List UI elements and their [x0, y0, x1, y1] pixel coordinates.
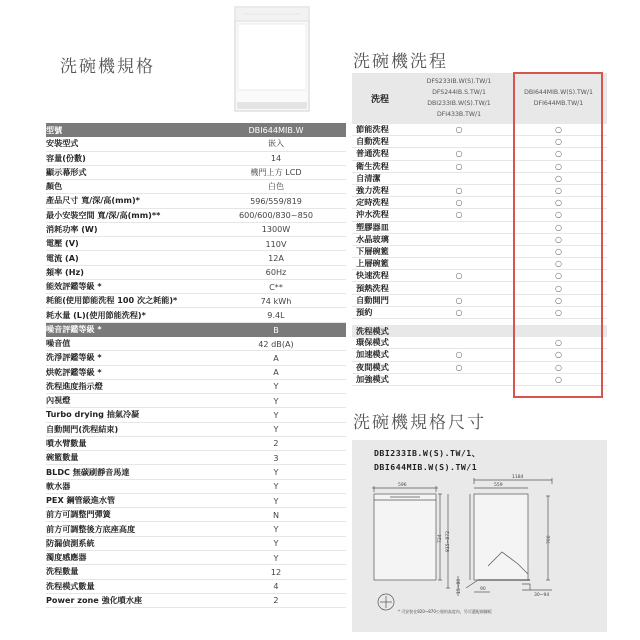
spec-row: [46, 180, 346, 194]
cycle-row: [352, 148, 607, 160]
spec-value: 嵌入: [267, 138, 285, 149]
cycle-row: [352, 173, 607, 185]
spec-row: [46, 494, 346, 508]
cycle-mark-group-2: ○: [555, 198, 562, 208]
cycle-row: [352, 337, 607, 349]
cycle-name: 沖水洗程: [356, 209, 389, 220]
model-group-2: [510, 73, 607, 124]
dimension-model-line: DBI233IB.W(S).TW/1、: [374, 448, 481, 458]
cycle-mark-group-2: ○: [555, 246, 562, 256]
cycle-row: [352, 246, 607, 258]
cycle-name: 下層碗籃: [356, 245, 389, 256]
spec-value: N: [272, 509, 280, 520]
cycle-name: 快速洗程: [356, 270, 389, 281]
spec-value: 2: [273, 438, 279, 449]
model-group-1: [408, 73, 510, 124]
mode-rows: [352, 337, 607, 386]
spec-value: 74 kWh: [260, 295, 292, 306]
cycle-mark-group-2: ○: [555, 173, 562, 183]
spec-label: 能效評鑑等級 *: [46, 281, 102, 292]
cycle-mark-group-2: ○: [555, 338, 562, 348]
spec-value: DBI644MIB.W: [248, 125, 304, 136]
spec-row: [46, 251, 346, 265]
spec-value: Y: [273, 524, 279, 535]
spec-label: PEX 鋼管級進水管: [46, 495, 116, 506]
spec-label: 電壓 (V): [46, 238, 79, 249]
spec-label: 頻率 (Hz): [46, 266, 84, 277]
cycle-mark-group-1: ○: [455, 210, 463, 220]
dim-front-width: 596: [398, 483, 407, 488]
model-name: DFI644MB.TW/1: [533, 100, 584, 107]
dimension-model-line: DBI644MIB.W(S).TW/1: [374, 462, 478, 472]
spec-label: 自動開門(洗程結束): [46, 423, 119, 434]
cycle-name: 衛生洗程: [356, 160, 389, 171]
spec-value: 機門上方 LCD: [250, 166, 302, 177]
dim-total-depth: 1184: [512, 475, 524, 480]
cycle-header-label: 洗程: [370, 95, 389, 105]
dim-plinth-range: 30~94: [534, 593, 550, 598]
spec-value: 110V: [265, 238, 287, 249]
spec-label: 耗水量 (L)(使用節能洗程)*: [46, 309, 146, 320]
cycle-mark-group-2: ○: [555, 222, 562, 232]
spec-label: 軟水器: [46, 480, 71, 491]
spec-label: 噪音值: [46, 338, 71, 349]
spec-label: 濁度感應器: [46, 552, 87, 563]
spec-row: [46, 166, 346, 180]
spec-row: [46, 152, 346, 166]
spec-table: [46, 123, 346, 608]
product-image: [234, 6, 310, 112]
spec-value: 12A: [268, 253, 284, 264]
spec-label: 洗淨評鑑等級 *: [46, 352, 102, 363]
spec-value: Y: [273, 552, 279, 563]
cycle-mark-group-1: ○: [455, 271, 463, 281]
spec-row: [46, 437, 346, 451]
cycle-row: [352, 349, 607, 361]
spec-label: 噴水臂數量: [46, 437, 87, 448]
cycle-mark-group-2: ○: [555, 210, 562, 220]
cycle-mark-group-2: ○: [555, 295, 562, 305]
cycle-mark-group-2: ○: [555, 149, 562, 159]
dim-note: * 可安裝在820~870公厘的高度內，另可選配踢腳板: [398, 609, 492, 614]
cycle-row: [352, 222, 607, 234]
spec-label: 容量(份數): [46, 152, 86, 163]
cycle-name: 夜間模式: [356, 361, 389, 372]
cycle-mark-group-2: ○: [555, 234, 562, 244]
spec-row: [46, 123, 346, 137]
spec-value: Y: [273, 481, 279, 492]
cycle-mark-group-2: ○: [555, 350, 562, 360]
spec-value: 596/559/819: [250, 195, 302, 206]
spec-row: [46, 280, 346, 294]
spec-label: Turbo drying 抽氣冷凝: [46, 409, 140, 420]
spec-value: Y: [273, 538, 279, 549]
cycle-name: 加速模式: [356, 349, 389, 360]
cycle-rows: [352, 124, 607, 319]
spec-value: 42 dB(A): [258, 338, 294, 349]
spec-label: 消耗功率 (W): [46, 223, 98, 234]
spec-row: [46, 522, 346, 536]
spec-label: 噪音評鑑等級 *: [46, 324, 102, 335]
dimension-drawing: [352, 440, 607, 632]
model-name: DFI433B.TW/1: [436, 111, 482, 118]
spec-row: [46, 194, 346, 208]
spec-row: [46, 308, 346, 322]
spec-row: [46, 351, 346, 365]
spec-row: [46, 551, 346, 565]
cycle-name: 自清潔: [356, 172, 381, 183]
spec-value: Y: [273, 424, 279, 435]
spec-value: A: [273, 352, 279, 363]
cycle-mark-group-2: ○: [555, 259, 562, 269]
spec-row: [46, 380, 346, 394]
cycle-mark-group-1: ○: [455, 161, 463, 171]
cycle-row: [352, 295, 607, 307]
cycle-mark-group-1: ○: [455, 198, 463, 208]
dimension-diagram: [352, 440, 607, 632]
cycle-name: 預約: [356, 306, 373, 317]
spec-value: C**: [269, 281, 283, 292]
spec-value: Y: [273, 381, 279, 392]
mode-section-header: [352, 325, 607, 337]
spec-row: [46, 580, 346, 594]
specs-heading: 洗碗機規格: [60, 57, 155, 77]
spec-row: [46, 294, 346, 308]
cycle-name: 預熱洗程: [356, 282, 389, 293]
cycle-name: 塑膠器皿: [356, 221, 389, 232]
spec-label: 碗籃數量: [46, 452, 79, 463]
dim-door-height: 700: [547, 535, 552, 544]
cycle-row: [352, 374, 607, 386]
spec-label: 烘乾評鑑等級 *: [46, 366, 102, 377]
spec-row: [46, 451, 346, 465]
cycle-row: [352, 234, 607, 246]
cycle-name: 加強模式: [356, 373, 389, 384]
cycle-name: 普通洗程: [356, 148, 389, 159]
spec-value: 4: [273, 581, 279, 592]
cycle-name: 水晶玻璃: [356, 233, 389, 244]
cycle-name: 環保模式: [356, 337, 389, 348]
spec-row: [46, 594, 346, 608]
spec-row: [46, 408, 346, 422]
cycle-name: 定時洗程: [356, 197, 389, 208]
cycle-mark-group-1: ○: [455, 307, 463, 317]
spec-label: 洗程數量: [46, 566, 79, 577]
cycle-table: [352, 73, 607, 386]
cycle-mark-group-2: ○: [555, 161, 562, 171]
spec-value: A: [273, 367, 279, 378]
cycle-mark-group-1: ○: [455, 125, 463, 135]
spec-value: Y: [273, 467, 279, 477]
cycle-mark-group-1: ○: [455, 362, 463, 372]
spec-value: 600/600/830~850: [238, 210, 314, 221]
spec-value: 白色: [267, 181, 285, 192]
cycles-heading: 洗碗機洗程: [353, 52, 448, 72]
dim-front-height: 724: [438, 534, 443, 543]
spec-value: 9.4L: [267, 310, 285, 321]
spec-value: 60Hz: [265, 267, 287, 278]
spec-row: [46, 423, 346, 437]
dimensions-heading: 洗碗機規格尺寸: [353, 413, 486, 433]
spec-row: [46, 508, 346, 522]
spec-value: Y: [273, 495, 279, 506]
cycle-mark-group-2: ○: [555, 283, 562, 293]
cycle-name: 自動開門: [356, 294, 389, 305]
spec-label: BLDC 無碳刷靜音馬達: [46, 466, 130, 477]
cycle-mark-group-2: ○: [555, 125, 562, 135]
spec-row: [46, 323, 346, 337]
cycle-row: [352, 124, 607, 136]
cycle-name: 節能洗程: [356, 124, 389, 135]
spec-value: 12: [270, 566, 282, 577]
spec-label: 前方可調整後方底座高度: [46, 523, 136, 534]
cycle-name: 上層碗籃: [356, 258, 389, 269]
cycle-mark-group-1: ○: [455, 350, 463, 360]
model-name: DBI233IB.W(S).TW/1: [427, 100, 491, 107]
cycle-row: [352, 209, 607, 221]
spec-label: 內視燈: [46, 395, 71, 406]
model-name: DBI644MIB.W(S).TW/1: [524, 89, 593, 96]
mode-section-label: 洗程模式: [356, 325, 389, 336]
spec-value: 14: [270, 153, 282, 164]
spec-row: [46, 394, 346, 408]
spec-row: [46, 480, 346, 494]
cycle-name: 自動洗程: [356, 136, 389, 147]
spec-label: 產品尺寸 寬/深/高(mm)*: [46, 195, 140, 206]
spec-label: 顯示幕形式: [46, 166, 87, 177]
spec-row: [46, 337, 346, 351]
cycle-table-header: [352, 73, 607, 124]
spec-label: 安裝型式: [46, 138, 79, 149]
spec-label: Power zone 強化噴水座: [46, 594, 143, 605]
cycle-row: [352, 270, 607, 282]
spec-label: 耗能(使用節能洗程 100 次之耗能)*: [46, 295, 178, 306]
spec-value: 3: [273, 452, 279, 463]
spec-value: Y: [273, 409, 279, 420]
cycle-row: [352, 136, 607, 148]
cycle-mark-group-2: ○: [555, 307, 562, 317]
cycle-row: [352, 362, 607, 374]
spec-row: [46, 266, 346, 280]
cycle-mark-group-1: ○: [455, 186, 463, 196]
spec-label: 顏色: [46, 181, 63, 192]
spec-label: 洗程進度指示燈: [46, 380, 103, 391]
cycle-mark-group-2: ○: [555, 271, 562, 281]
cycle-mark-group-1: ○: [455, 149, 463, 159]
cycle-row: [352, 282, 607, 294]
spec-row: [46, 537, 346, 551]
model-name: DFS233IB.W(S).TW/1: [426, 78, 492, 85]
spec-label: 型號: [46, 124, 63, 135]
spec-value: 1300W: [261, 224, 291, 235]
spec-row: [46, 237, 346, 251]
spec-row: [46, 223, 346, 237]
spec-value: 2: [273, 595, 279, 606]
cycle-row: [352, 161, 607, 173]
spec-label: 前方可調整門彈簧: [46, 509, 111, 520]
model-name: DFS244IB.S.TW/1: [432, 89, 486, 96]
cycle-row: [352, 197, 607, 209]
cycle-name: 強力洗程: [356, 185, 389, 196]
cycle-mark-group-2: ○: [555, 362, 562, 372]
spec-row: [46, 565, 346, 579]
cycle-mark-group-2: ○: [555, 137, 562, 147]
spec-label: 洗程模式數量: [46, 580, 95, 591]
cycle-mark-group-2: ○: [555, 374, 562, 384]
spec-row: [46, 209, 346, 223]
spec-row: [46, 366, 346, 380]
spec-value: Y: [273, 395, 279, 406]
spec-label: 最小安裝空間 寬/深/高(mm)**: [46, 209, 161, 220]
dim-side-depth: 559: [494, 483, 503, 488]
spec-label: 防漏偵測系統: [46, 537, 95, 548]
cycle-row: [352, 307, 607, 319]
spec-value: B: [273, 324, 279, 335]
cycle-row: [352, 258, 607, 270]
spec-row: [46, 465, 346, 479]
dim-foot-range: 15~80: [457, 578, 462, 594]
dim-adjust-height: 815~872: [446, 531, 451, 552]
spec-label: 電流 (A): [46, 252, 79, 263]
dim-bottom-gap: 90: [480, 587, 486, 592]
cycle-mark-group-1: ○: [455, 295, 463, 305]
cycle-mark-group-2: ○: [555, 186, 562, 196]
cycle-row: [352, 185, 607, 197]
spec-row: [46, 137, 346, 151]
